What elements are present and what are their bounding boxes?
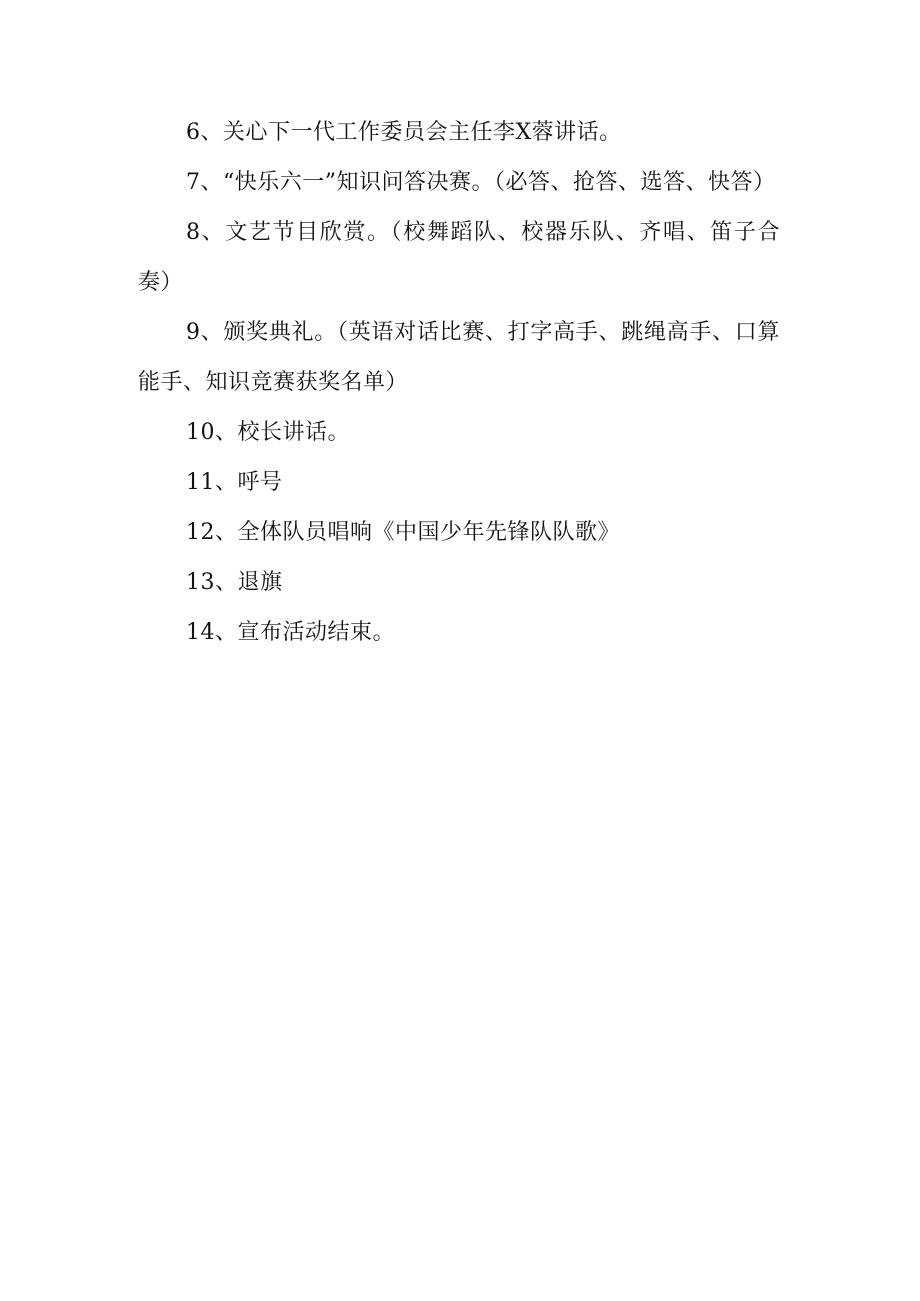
program-item-11: 11、呼号	[186, 470, 283, 495]
program-item-8: 8、文艺节目欣赏。（校舞蹈队、校器乐队、齐唱、笛子合奏）	[138, 220, 780, 295]
program-list	[138, 108, 780, 658]
program-item-6: 6、关心下一代工作委员会主任李X蓉讲话。	[186, 120, 622, 145]
program-item-7: 7、“快乐六一”知识问答决赛。（必答、抢答、选答、快答）	[186, 170, 776, 195]
program-item-10: 10、校长讲话。	[186, 420, 350, 445]
program-item-12: 12、全体队员唱响《中国少年先锋队队歌》	[186, 520, 620, 545]
program-item-13: 13、退旗	[186, 570, 283, 595]
program-item-14: 14、宣布活动结束。	[186, 620, 395, 645]
program-item-9: 9、颁奖典礼。（英语对话比赛、打字高手、跳绳高手、口算能手、知识竞赛获奖名单）	[138, 320, 780, 395]
